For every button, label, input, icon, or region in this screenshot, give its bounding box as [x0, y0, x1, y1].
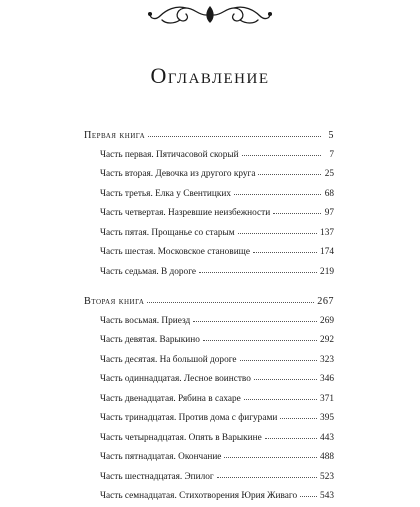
- dot-leader: [148, 135, 321, 137]
- toc-part-title: Часть первая. Пятичасовой скорый: [100, 149, 239, 160]
- dot-leader: [242, 154, 321, 156]
- dot-leader: [273, 212, 321, 214]
- toc-page-number: 543: [320, 491, 334, 501]
- toc-page-number: 219: [320, 266, 334, 277]
- toc-page-number: 269: [320, 315, 334, 326]
- toc-book-title: Первая книга: [84, 130, 146, 141]
- toc-page-number: 443: [320, 432, 334, 443]
- toc-part-entry[interactable]: [84, 351, 334, 371]
- toc-part-title: Часть семнадцатая. Стихотворения Юрия Живаго: [100, 491, 298, 501]
- dot-leader: [238, 232, 317, 234]
- page-title: Оглавление: [150, 63, 270, 88]
- toc-page-number: 488: [320, 452, 334, 462]
- toc-part-title: Часть восьмая. Приезд: [100, 315, 191, 326]
- toc-book-entry[interactable]: [84, 126, 334, 146]
- toc-part-title: Часть шестнадцатая. Эпилог: [100, 471, 214, 482]
- toc-part-title: Часть десятая. На большой дороге: [100, 354, 237, 365]
- toc-part-entry[interactable]: [84, 146, 334, 166]
- toc-part-entry[interactable]: [84, 312, 334, 332]
- toc-part-title: Часть пятая. Прощанье со старым: [100, 227, 235, 238]
- toc-part-entry[interactable]: [84, 390, 334, 410]
- dot-leader: [199, 271, 317, 273]
- toc-page-number: 137: [320, 227, 334, 238]
- toc-part-entry[interactable]: [84, 243, 334, 263]
- toc-page-number: 523: [320, 471, 334, 482]
- dot-leader: [240, 359, 318, 361]
- table-of-contents: [84, 126, 334, 507]
- toc-page-number: 395: [320, 413, 334, 423]
- toc-part-title: Часть девятая. Варыкино: [100, 335, 200, 345]
- toc-part-entry[interactable]: [84, 448, 334, 468]
- toc-part-entry[interactable]: [84, 370, 334, 390]
- toc-page-number: 346: [320, 374, 334, 384]
- toc-part-entry[interactable]: [84, 429, 334, 449]
- toc-page-number: 292: [320, 335, 334, 345]
- toc-book-2: [84, 292, 334, 507]
- toc-part-entry[interactable]: [84, 224, 334, 244]
- toc-part-entry[interactable]: [84, 409, 334, 429]
- toc-part-entry[interactable]: [84, 185, 334, 205]
- toc-page-number: 25: [324, 169, 334, 179]
- dot-leader: [224, 456, 317, 458]
- toc-part-title: Часть шестая. Московское становище: [100, 247, 250, 257]
- toc-part-title: Часть тринадцатая. Против дома с фигурами: [100, 413, 278, 423]
- dot-leader: [244, 398, 317, 400]
- toc-book-entry[interactable]: [84, 292, 334, 312]
- dot-leader: [254, 378, 317, 380]
- dot-leader: [265, 437, 317, 439]
- dot-leader: [300, 495, 317, 497]
- dot-leader: [280, 417, 317, 419]
- toc-part-title: Часть двенадцатая. Рябина в сахаре: [100, 393, 241, 404]
- dot-leader: [234, 193, 321, 195]
- dot-leader: [147, 301, 314, 303]
- dot-leader: [193, 320, 317, 322]
- toc-part-entry[interactable]: [84, 487, 334, 507]
- toc-page-number: 267: [317, 296, 334, 307]
- toc-page-number: 323: [320, 354, 334, 365]
- toc-book-title: Вторая книга: [84, 296, 145, 307]
- toc-part-title: Часть четырнадцатая. Опять в Варыкине: [100, 432, 262, 443]
- toc-part-title: Часть седьмая. В дороге: [100, 266, 197, 277]
- dot-leader: [203, 339, 317, 341]
- toc-part-entry[interactable]: [84, 165, 334, 185]
- dot-leader: [217, 476, 317, 478]
- toc-part-title: Часть пятнадцатая. Окончание: [100, 452, 222, 462]
- toc-page-number: 68: [324, 188, 334, 199]
- toc-part-title: Часть четвертая. Назревшие неизбежности: [100, 208, 271, 218]
- dot-leader: [258, 173, 321, 175]
- toc-part-entry[interactable]: [84, 468, 334, 488]
- toc-part-entry[interactable]: [84, 263, 334, 283]
- toc-part-entry[interactable]: [84, 331, 334, 351]
- toc-part-title: Часть вторая. Девочка из другого круга: [100, 169, 256, 179]
- toc-page-number: 174: [320, 247, 334, 257]
- toc-part-entry[interactable]: [84, 204, 334, 224]
- toc-part-title: Часть одиннадцатая. Лесное воинство: [100, 374, 251, 384]
- toc-book-1: [84, 126, 334, 282]
- dot-leader: [253, 251, 317, 253]
- toc-page-number: 371: [320, 393, 334, 404]
- toc-part-title: Часть третья. Елка у Свентицких: [100, 188, 232, 199]
- toc-page-number: 97: [324, 208, 334, 218]
- toc-page-number: 5: [328, 130, 334, 141]
- toc-page-number: 7: [329, 149, 334, 160]
- decorative-flourish-icon: [146, 2, 274, 28]
